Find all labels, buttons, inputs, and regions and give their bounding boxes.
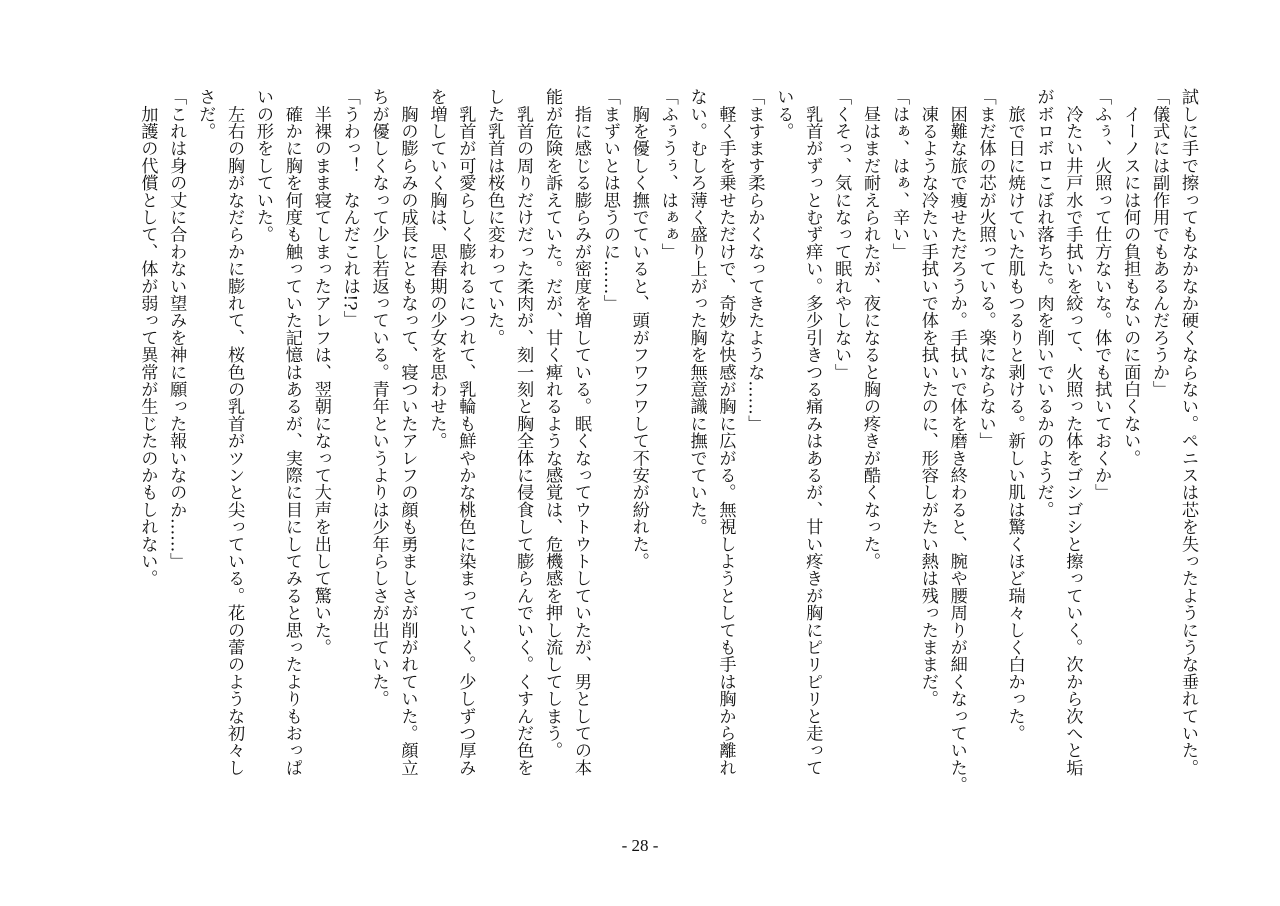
page-number: - 28 - [621, 836, 659, 855]
text-column: 確かに胸を何度も触っていた記憶はあるが、実際に目にしてみると思ったよりもおっぱ [281, 88, 302, 776]
text-column: 「儀式には副作用でもあるんだろうか」 [1149, 88, 1170, 398]
text-column: 「ふぅ、火照って仕方ないな。体でも拭いておくか」 [1091, 88, 1112, 501]
text-column: 旅で日に焼けていた肌もつるりと剥ける。新しい肌は驚くほど瑞々しく白かった。 [1004, 88, 1025, 742]
text-column: 「まずいとは思うのに……」 [599, 88, 620, 312]
text-column: 乳首がずっとむず痒い。多少引きつる痛みはあるが、甘い疼きが胸にピリピリと走って [802, 88, 823, 776]
text-column: を増していく胸は、思春期の少女を思わせた。 [426, 88, 447, 450]
text-column: 「ふぅうぅ、はぁぁ」 [657, 88, 678, 260]
text-column: 困難な旅で痩せただろうか。手拭いで体を磨き終わると、腕や腰周りが細くなっていた。 [946, 88, 967, 794]
text-column: いる。 [773, 88, 794, 140]
text-column: さだ。 [195, 88, 216, 140]
text-column: 左右の胸がなだらかに膨れて、桜色の乳首がツンと尖っている。花の蕾のような初々し [224, 88, 245, 776]
text-column: ちが優しくなって少し若返っている。青年というよりは少年らしさが出ていた。 [368, 88, 389, 708]
text-column: 能が危険を訴えていた。だが、甘く痺れるような感覚は、危機感を押し流してしまう。 [542, 88, 563, 759]
text-column: 冷たい井戸水で手拭いを絞って、火照った体をゴシゴシと擦っていく。次から次へと垢 [1062, 88, 1083, 776]
text-column: がボロボロこぼれ落ちた。肉を削いでいるかのようだ。 [1033, 88, 1054, 518]
text-column: 昼はまだ耐えられたが、夜になると胸の疼きが酷くなった。 [860, 88, 881, 570]
vertical-body-text [132, 88, 1202, 794]
text-column: ない。むしろ薄く盛り上がった胸を無意識に撫でていた。 [686, 88, 707, 536]
text-column: 胸を優しく撫でていると、頭がフワフワして不安が紛れた。 [628, 88, 649, 570]
text-column: イーノスには何の負担もないのに面白くない。 [1120, 88, 1141, 467]
text-column: 試しに手で擦ってもなかなか硬くならない。ペニスは芯を失ったようにうな垂れていた。 [1178, 88, 1198, 776]
text-column: 「うわっ！ なんだこれは!?」 [339, 88, 360, 328]
text-column: 「まだ体の芯が火照っている。楽にならない」 [975, 88, 996, 450]
text-column: 「これは身の丈に合わない望みを神に願った報いなのか……」 [166, 88, 187, 570]
text-column: 乳首の周りだけだった柔肉が、刻一刻と胸全体に侵食して膨らんでいく。くすんだ色を [513, 88, 534, 776]
text-column: 軽く手を乗せただけで、奇妙な快感が胸に広がる。無視しようとしても手は胸から離れ [715, 88, 736, 776]
text-column: した乳首は桜色に変わっていた。 [484, 88, 505, 346]
text-column: いの形をしていた。 [253, 88, 273, 243]
text-column: 胸の膨らみの成長にともなって、寝ついたアレフの顔も勇ましさが削がれていた。顔立 [397, 88, 418, 776]
text-column: 加護の代償として、体が弱って異常が生じたのかもしれない。 [137, 88, 158, 587]
text-column: 半裸のまま寝てしまったアレフは、翌朝になって大声を出して驚いた。 [310, 88, 331, 656]
text-column: 「くそっ、気になって眠れやしない」 [831, 88, 852, 381]
text-column: 凍るような冷たい手拭いで体を拭いたのに、形容しがたい熱は残ったままだ。 [917, 88, 938, 708]
text-column: 指に感じる膨らみが密度を増している。眠くなってウトウトしていたが、男としての本 [570, 88, 591, 776]
text-column: 「はぁ、はぁ、辛い」 [888, 88, 909, 260]
text-column: 「ますます柔らかくなってきたような……」 [744, 88, 765, 432]
text-column: 乳首が可愛らしく膨れるにつれて、乳輪も鮮やかな桃色に染まっていく。少しずつ厚み [455, 88, 476, 776]
